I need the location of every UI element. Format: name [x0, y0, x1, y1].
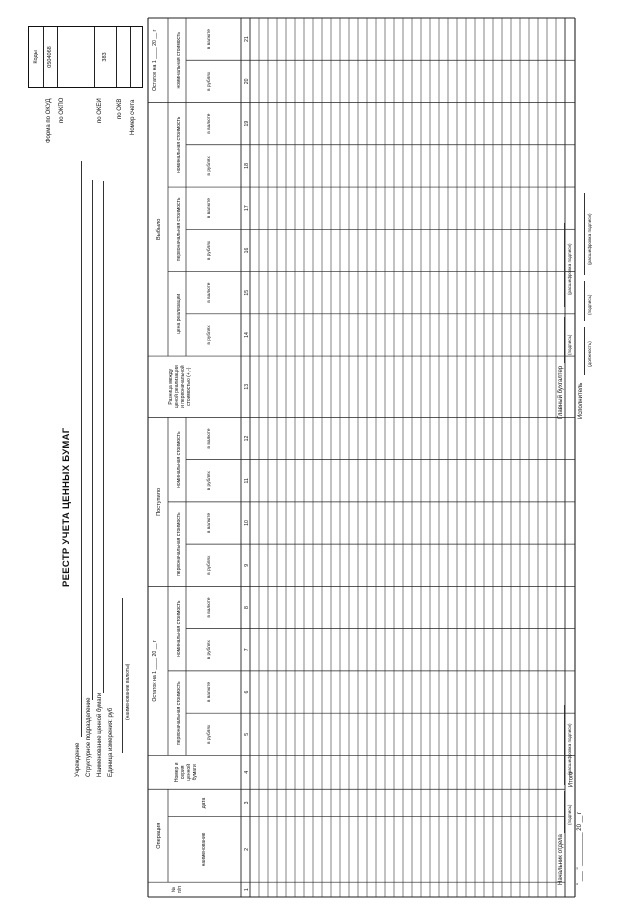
- codes-header: Коды: [29, 27, 44, 87]
- executor-label: Исполнитель: [578, 382, 584, 419]
- header-in-rubles: в рублях: [207, 240, 212, 261]
- header-number: серия: [180, 765, 186, 780]
- header-difference: и первоначальной: [180, 365, 186, 408]
- column-number: 3: [244, 801, 250, 805]
- subdivision-label: Структурное подразделение: [86, 697, 92, 777]
- column-number: 8: [244, 606, 250, 609]
- column-number: 4: [244, 770, 250, 774]
- chief-sign-line[interactable]: [564, 317, 565, 363]
- executor-sign-line[interactable]: [584, 281, 585, 321]
- header-cost-label: первоначальная стоимость: [176, 197, 182, 262]
- header-cost-label: первоначальная стоимость: [176, 512, 182, 576]
- column-number: 5: [244, 732, 250, 736]
- column-number: 11: [244, 478, 250, 484]
- chief-decode-line[interactable]: [564, 223, 565, 307]
- header-in-rubles: в рублях: [207, 555, 212, 575]
- header-cost-label: первоначальная стоимость: [176, 681, 182, 745]
- chief-sign-caption: (подпись): [567, 334, 572, 355]
- column-number: 2: [244, 848, 250, 851]
- header-in-rubles: в рублях: [207, 471, 212, 491]
- column-number: 15: [244, 289, 250, 296]
- header-date: дата: [201, 797, 207, 809]
- header-number: Номер и: [174, 762, 180, 783]
- column-number: 19: [244, 120, 250, 127]
- column-number: 21: [244, 36, 250, 43]
- dept-head-label: Начальник отдела: [558, 834, 564, 885]
- header-operation: Операция: [156, 822, 162, 849]
- header-difference: стоимостью (+,-): [186, 367, 192, 406]
- header-disposed: Выбыло: [156, 218, 162, 241]
- header-difference: ценой реализации: [174, 365, 180, 409]
- header-name: наименование: [201, 832, 207, 867]
- chief-accountant-label: Главный бухгалтер: [558, 365, 564, 419]
- chief-decode-caption: (расшифровка подписи): [567, 243, 572, 295]
- header-in-currency: в валюте: [207, 512, 212, 534]
- header-in-currency: в валюте: [207, 681, 212, 703]
- column-number: 6: [244, 690, 250, 694]
- column-number: 20: [244, 78, 250, 85]
- okud-label: Форма по ОКУД: [46, 98, 52, 143]
- dept-head-decode-line[interactable]: [564, 705, 565, 785]
- header-no: №: [171, 886, 177, 893]
- header-cost-label: номинальная стоимость: [176, 600, 182, 657]
- column-number: 10: [244, 520, 250, 526]
- header-balance-start: Остаток на 1 ____ 20 __ г: [152, 640, 158, 702]
- header-cost-label: номинальная стоимость: [176, 32, 182, 89]
- header-received: Поступило: [156, 487, 162, 516]
- header-difference: Разница между: [168, 368, 174, 405]
- page-title: РЕЕСТР УЧЕТА ЦЕННЫХ БУМАГ: [61, 427, 72, 587]
- account-label: Номер счета: [130, 99, 136, 135]
- dept-head-sign-line[interactable]: [564, 791, 565, 833]
- dept-head-sign-caption: (подпись): [567, 804, 572, 825]
- column-number: 16: [244, 247, 250, 254]
- header-cost-label: цена реализации: [176, 293, 182, 334]
- header-in-rubles: в рублях: [207, 71, 212, 92]
- header-in-currency: в валюте: [207, 198, 212, 219]
- total-label: Итого: [568, 771, 575, 788]
- column-number: 17: [244, 205, 250, 212]
- header-in-currency: в валюте: [207, 282, 212, 303]
- security-label: Наименование ценной бумаги: [97, 692, 103, 777]
- header-cost-label: номинальная стоимость: [176, 116, 182, 173]
- header-balance-end: Остаток на 1 ____ 20 __ г: [152, 29, 158, 91]
- column-number: 7: [244, 648, 250, 652]
- header-number: бумаги: [192, 764, 198, 781]
- header-in-currency: в валюте: [207, 597, 212, 618]
- institution-label: Учреждение: [75, 742, 81, 777]
- column-number: 14: [244, 332, 250, 338]
- date-line: " ___ " __________ 20 __ г: [577, 811, 583, 885]
- header-in-rubles: в рублях: [207, 640, 212, 660]
- header-number: ценной: [186, 763, 192, 781]
- header-in-rubles: в рублях: [207, 724, 212, 744]
- header-in-rubles: в рублях: [207, 156, 212, 176]
- okei-label: по ОКЕИ: [97, 98, 103, 123]
- unit-label: Единица измерения: руб: [108, 707, 114, 777]
- dept-head-decode-caption: (расшифровка подписи): [567, 723, 572, 775]
- column-number: 13: [244, 383, 250, 390]
- header-no: п/п: [177, 886, 183, 894]
- executor-decode-caption: (расшифровка подписи): [587, 213, 592, 265]
- column-number: 1: [244, 888, 250, 892]
- column-number: 18: [244, 163, 250, 169]
- okud-value: 0504068: [43, 27, 58, 87]
- executor-position-caption: (должность): [587, 341, 592, 367]
- column-number: 9: [244, 563, 250, 567]
- header-cost-label: номинальная стоимость: [176, 431, 182, 488]
- currency-caption: (наименование валюты): [125, 663, 131, 720]
- executor-decode-line[interactable]: [584, 193, 585, 275]
- header-in-currency: в валюте: [207, 113, 212, 134]
- column-number: 12: [244, 435, 250, 442]
- header-in-rubles: в рублях: [207, 325, 212, 345]
- header-in-currency: в валюте: [207, 428, 212, 449]
- okei-value: 383: [94, 27, 117, 87]
- header-in-currency: в валюте: [207, 29, 212, 50]
- okpo-label: по ОКПО: [59, 97, 65, 123]
- executor-position-line[interactable]: [584, 327, 585, 375]
- okv-label: по ОКВ: [117, 98, 123, 119]
- executor-sign-caption: (подпись): [587, 294, 592, 315]
